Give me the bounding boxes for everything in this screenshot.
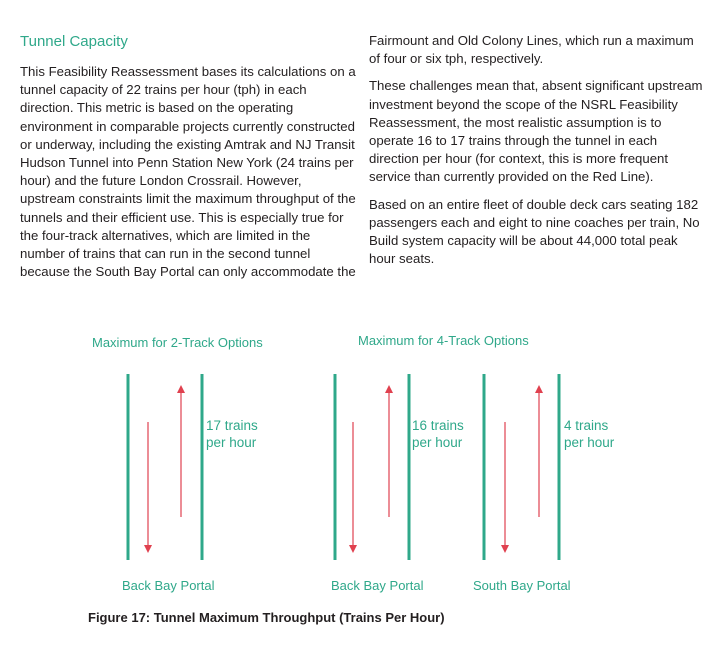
- figure-caption: Figure 17: Tunnel Maximum Throughput (Trains Per Hour): [88, 610, 445, 625]
- portal-label-tunnel-1: Back Bay Portal: [122, 578, 215, 593]
- tph-label-tunnel-3: [564, 417, 624, 451]
- tph-unit: per hour: [564, 435, 615, 450]
- portal-label-tunnel-2: Back Bay Portal: [331, 578, 424, 593]
- body-paragraph: This Feasibility Reassessment bases its calculations on a tunnel capacity of 22 trains per hour (tph) in each direction. This metric is based on the operating environment in comparable projects currently constructed or underway, including the existing Amtrak and NJ Transit Hudson Tunnel into Penn Station New York (24 trains per hour) and the future London Crossrail. However, upstream constraints limit the maximum throughput of the tunnels and their efficient use. This is especially true for the four-track alternatives, which are limited in the number of trains that can run in the second tunnel because the South Bay Portal can only accommodate the: [20, 64, 356, 280]
- tph-unit: per hour: [412, 435, 463, 450]
- portal-label-tunnel-3: South Bay Portal: [473, 578, 571, 593]
- body-paragraph: These challenges mean that, absent significant upstream investment beyond the scope of the NSRL Feasibility Reassessment, the most realistic assumption is to operate 16 to 17 trains through the tunnel in each direction per hour (for context, this is more frequent service than currently provided on the Red Line).: [369, 78, 703, 185]
- tph-label-tunnel-1: [206, 417, 266, 451]
- section-heading: Tunnel Capacity: [20, 33, 128, 50]
- tph-value: 17 trains: [206, 418, 258, 433]
- body-paragraph: Fairmount and Old Colony Lines, which run a maximum of four or six tph, respectively.: [369, 33, 694, 67]
- tph-label-tunnel-2: [412, 417, 472, 451]
- tph-value: 16 trains: [412, 418, 464, 433]
- tph-value: 4 trains: [564, 418, 609, 433]
- four-track-label: Maximum for 4-Track Options: [358, 333, 529, 348]
- body-paragraph: Based on an entire fleet of double deck cars seating 182 passengers each and eight to nine coaches per train, No Build system capacity will be about 44,000 total peak hour seats.: [369, 196, 700, 267]
- tph-unit: per hour: [206, 435, 257, 450]
- two-track-label: Maximum for 2-Track Options: [92, 335, 263, 350]
